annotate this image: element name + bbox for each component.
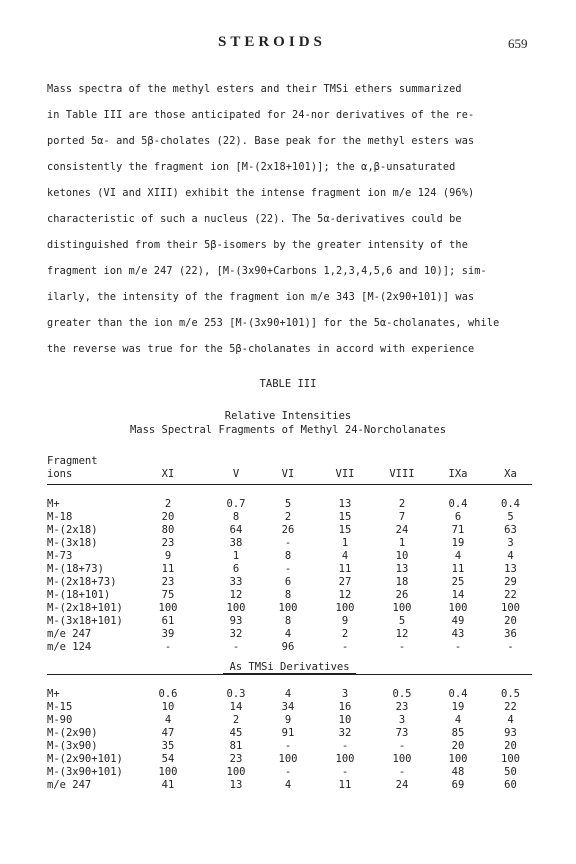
table-cell: 39: [161, 628, 175, 640]
table-cell: 16: [338, 701, 352, 713]
table-cell: 20: [504, 615, 517, 627]
table-cell: 91: [281, 727, 295, 739]
table-cell: 6: [454, 511, 462, 523]
table-cell: 11: [451, 563, 465, 575]
row-label: M-(2x90): [47, 727, 98, 739]
table-row: [47, 615, 532, 628]
table-row: [47, 576, 532, 589]
table-cell: 20: [504, 740, 517, 752]
table-cell: 100: [448, 602, 468, 614]
table-cell: 63: [504, 524, 517, 536]
table-cell: 4: [507, 550, 514, 562]
table-title-line1: Relative Intensities: [224, 410, 352, 422]
row-label: M-15: [47, 701, 73, 713]
table-row: [47, 779, 532, 792]
table-row: [47, 563, 532, 576]
fragment-label: Fragment: [47, 455, 98, 467]
table-cell: -: [398, 766, 406, 778]
table-row: [47, 511, 532, 524]
table-cell: 100: [392, 753, 412, 765]
table-cell: 38: [229, 537, 243, 549]
row-label: M+: [47, 688, 60, 700]
table-cell: 85: [451, 727, 465, 739]
paragraph-line: distinguished from their 5β-isomers by the greater intensity of the: [47, 240, 468, 251]
ester-rows: [47, 498, 532, 654]
column-header: VIII: [389, 468, 415, 480]
table-cell: 100: [501, 753, 520, 765]
paragraph-line: Mass spectra of the methyl esters and their TMSi ethers summarized: [47, 84, 462, 95]
table-cell: 60: [504, 779, 517, 791]
table-cell: 3: [507, 537, 514, 549]
table-cell: 29: [504, 576, 517, 588]
table-cell: 6: [284, 576, 292, 588]
table-cell: 18: [395, 576, 409, 588]
column-header: IXa: [448, 468, 468, 480]
table-cell: 4: [284, 628, 292, 640]
table-cell: 22: [504, 701, 517, 713]
table-cell: 0.5: [392, 688, 412, 700]
paragraph-line: ketones (VI and XIII) exhibit the intense fragment ion m/e 124 (96%): [47, 188, 475, 199]
row-label: M-90: [47, 714, 73, 726]
table-cell: 1: [341, 537, 349, 549]
row-label: M-18: [47, 511, 73, 523]
table-cell: 64: [229, 524, 243, 536]
table-cell: -: [507, 641, 514, 653]
tmsi-rows: [47, 688, 532, 792]
table-cell: 24: [395, 524, 409, 536]
table-cell: 100: [501, 602, 520, 614]
table-cell: 49: [451, 615, 465, 627]
table-cell: 13: [504, 563, 517, 575]
table-cell: 100: [335, 602, 355, 614]
table-row: [47, 589, 532, 602]
table-row: [47, 628, 532, 641]
table-cell: 2: [232, 714, 240, 726]
table-cell: 45: [229, 727, 243, 739]
body-paragraph: [47, 84, 547, 354]
table-cell: 23: [161, 576, 175, 588]
table-cell: 34: [281, 701, 295, 713]
table-row: [47, 688, 532, 701]
page-header: [0, 34, 576, 56]
row-label: M-(2x18+101): [47, 602, 123, 614]
table-cell: 23: [161, 537, 175, 549]
table-cell: 3: [341, 688, 349, 700]
table-cell: 12: [338, 589, 352, 601]
table-cell: -: [398, 740, 406, 752]
row-label: M-(2x90+101): [47, 753, 123, 765]
table-row: [47, 701, 532, 714]
table-cell: 2: [164, 498, 172, 510]
table-cell: 80: [161, 524, 175, 536]
table-cell: 10: [395, 550, 409, 562]
table-title-line2: Mass Spectral Fragments of Methyl 24-Norcholanates: [129, 424, 447, 436]
table-cell: 73: [395, 727, 409, 739]
table-cell: 0.4: [448, 498, 468, 510]
column-header: V: [232, 468, 240, 480]
table-cell: 4: [284, 779, 292, 791]
table-cell: 8: [284, 589, 292, 601]
table-cell: -: [454, 641, 462, 653]
paragraph-line: the reverse was true for the 5β-cholanates in accord with experience: [47, 344, 475, 354]
table-cell: 81: [229, 740, 243, 752]
table-cell: 48: [451, 766, 465, 778]
table-row: [47, 727, 532, 740]
table-cell: 9: [284, 714, 292, 726]
table-cell: 61: [161, 615, 175, 627]
table-cell: 10: [161, 701, 175, 713]
table-cell: 11: [161, 563, 175, 575]
table-cell: 0.4: [501, 498, 520, 510]
table-row: [47, 602, 532, 615]
table-cell: 7: [398, 511, 406, 523]
table-cell: 93: [504, 727, 517, 739]
table-cell: 33: [229, 576, 243, 588]
paragraph-line: ported 5α- and 5β-cholates (22). Base peak for the methyl esters was: [47, 136, 475, 147]
table-cell: 6: [232, 563, 240, 575]
table-cell: 4: [454, 714, 462, 726]
table-cell: 13: [395, 563, 409, 575]
table-cell: 25: [451, 576, 465, 588]
table-cell: -: [341, 641, 349, 653]
row-label: M-(3x18): [47, 537, 98, 549]
table-cell: 8: [232, 511, 240, 523]
table-cell: 96: [281, 641, 295, 653]
table-cell: 100: [226, 602, 246, 614]
data-table: [47, 455, 532, 792]
table-cell: 100: [335, 753, 355, 765]
row-label: M-(18+73): [47, 563, 104, 575]
table-cell: 9: [341, 615, 349, 627]
row-label: m/e 124: [47, 641, 92, 653]
table-cell: 2: [398, 498, 406, 510]
table-cell: 35: [161, 740, 175, 752]
table-row: [47, 550, 532, 563]
column-header: XI: [161, 468, 175, 480]
table-row: [47, 498, 532, 511]
column-header: VII: [335, 468, 355, 480]
table-cell: 4: [507, 714, 514, 726]
table-cell: 0.7: [226, 498, 246, 510]
table-cell: 19: [451, 701, 465, 713]
table-cell: 4: [454, 550, 462, 562]
table-cell: 0.3: [226, 688, 246, 700]
table-cell: 10: [338, 714, 352, 726]
table-cell: 54: [161, 753, 175, 765]
table-cell: 100: [158, 602, 178, 614]
table-cell: -: [232, 641, 240, 653]
row-label: M-(2x18+73): [47, 576, 117, 588]
table-cell: -: [284, 766, 292, 778]
row-label: m/e 247: [47, 628, 92, 640]
table-cell: 8: [284, 550, 292, 562]
journal-title: STEROIDS: [218, 34, 326, 50]
paragraph-line: greater than the ion m/e 253 [M-(3x90+101)] for the 5α-cholanates, while: [47, 318, 500, 329]
table-cell: 15: [338, 524, 352, 536]
paragraph-line: characteristic of such a nucleus (22). The 5α-derivatives could be: [47, 214, 462, 225]
row-label: M-(3x90): [47, 740, 98, 752]
table-cell: 93: [229, 615, 243, 627]
table-cell: 2: [341, 628, 349, 640]
row-label: M-(3x90+101): [47, 766, 123, 778]
table-cell: 24: [395, 779, 409, 791]
row-label: M-(2x18): [47, 524, 98, 536]
table-cell: 47: [161, 727, 175, 739]
table-cell: 0.5: [501, 688, 520, 700]
ions-label: ions: [47, 468, 73, 480]
table-cell: 8: [284, 615, 292, 627]
table-cell: 100: [278, 602, 298, 614]
table-cell: 5: [284, 498, 292, 510]
table-cell: 41: [161, 779, 175, 791]
table-caption: TABLE III: [259, 378, 317, 390]
page-number: 659: [508, 36, 528, 51]
table-cell: 13: [338, 498, 352, 510]
table-cell: 26: [281, 524, 295, 536]
table-row: [47, 766, 532, 779]
tmsi-subheading: As TMSi Derivatives: [47, 660, 532, 674]
table-row: [47, 537, 532, 550]
paragraph-line: ilarly, the intensity of the fragment ion m/e 343 [M-(2x90+101)] was: [47, 292, 475, 303]
table-cell: 100: [226, 766, 246, 778]
table-cell: 0.6: [158, 688, 178, 700]
table-cell: 32: [338, 727, 352, 739]
table-cell: 19: [451, 537, 465, 549]
table-cell: 4: [341, 550, 349, 562]
table-cell: 36: [504, 628, 517, 640]
table-cell: 13: [229, 779, 243, 791]
row-label: M+: [47, 498, 60, 510]
table-cell: 100: [278, 753, 298, 765]
table-cell: 26: [395, 589, 409, 601]
table-cell: 100: [448, 753, 468, 765]
table-cell: 5: [398, 615, 406, 627]
table-cell: 23: [395, 701, 409, 713]
table-row: [47, 753, 532, 766]
table-cell: 12: [229, 589, 243, 601]
table-cell: 15: [338, 511, 352, 523]
row-label: M-(18+101): [47, 589, 111, 601]
row-label: M-73: [47, 550, 73, 562]
table-cell: 22: [504, 589, 517, 601]
paragraph-line: fragment ion m/e 247 (22), [M-(3x90+Carbons 1,2,3,4,5,6 and 10)]; sim-: [47, 266, 487, 277]
table-cell: 14: [229, 701, 243, 713]
table-cell: 50: [504, 766, 517, 778]
table-cell: 4: [284, 688, 292, 700]
table-cell: 100: [392, 602, 412, 614]
table-cell: -: [164, 641, 172, 653]
table-cell: 12: [395, 628, 409, 640]
table-cell: 43: [451, 628, 465, 640]
table-cell: 1: [232, 550, 240, 562]
table-cell: -: [398, 641, 406, 653]
column-header: Xa: [504, 468, 517, 480]
table-cell: -: [284, 740, 292, 752]
table-cell: -: [341, 766, 349, 778]
table-title: [0, 409, 576, 437]
table-cell: -: [284, 563, 292, 575]
table-row: [47, 524, 532, 537]
table-cell: 27: [338, 576, 352, 588]
table-cell: 0.4: [448, 688, 468, 700]
table-cell: 32: [229, 628, 243, 640]
table-cell: 69: [451, 779, 465, 791]
table-row: [47, 714, 532, 727]
table-cell: 14: [451, 589, 465, 601]
table-row: [47, 740, 532, 753]
row-label: M-(3x18+101): [47, 615, 123, 627]
table-cell: 20: [451, 740, 465, 752]
table-cell: 11: [338, 563, 352, 575]
table-cell: 23: [229, 753, 243, 765]
paragraph-line: in Table III are those anticipated for 24-nor derivatives of the re-: [47, 110, 475, 121]
row-label: m/e 247: [47, 779, 92, 791]
paragraph-line: consistently the fragment ion [M-(2x18+101)]; the α,β-unsaturated: [47, 162, 456, 173]
table-cell: 5: [507, 511, 514, 523]
table-cell: 9: [164, 550, 172, 562]
table-cell: 2: [284, 511, 292, 523]
table-cell: 100: [158, 766, 178, 778]
table-cell: 20: [161, 511, 175, 523]
table-header-row: [47, 468, 532, 485]
table-cell: 11: [338, 779, 352, 791]
table-cell: 4: [164, 714, 172, 726]
table-cell: 3: [398, 714, 406, 726]
table-row: [47, 641, 532, 654]
table-cell: -: [341, 740, 349, 752]
table-cell: 1: [398, 537, 406, 549]
table-cell: -: [284, 537, 292, 549]
column-header: VI: [281, 468, 295, 480]
table-cell: 71: [451, 524, 465, 536]
table-cell: 75: [161, 589, 175, 601]
